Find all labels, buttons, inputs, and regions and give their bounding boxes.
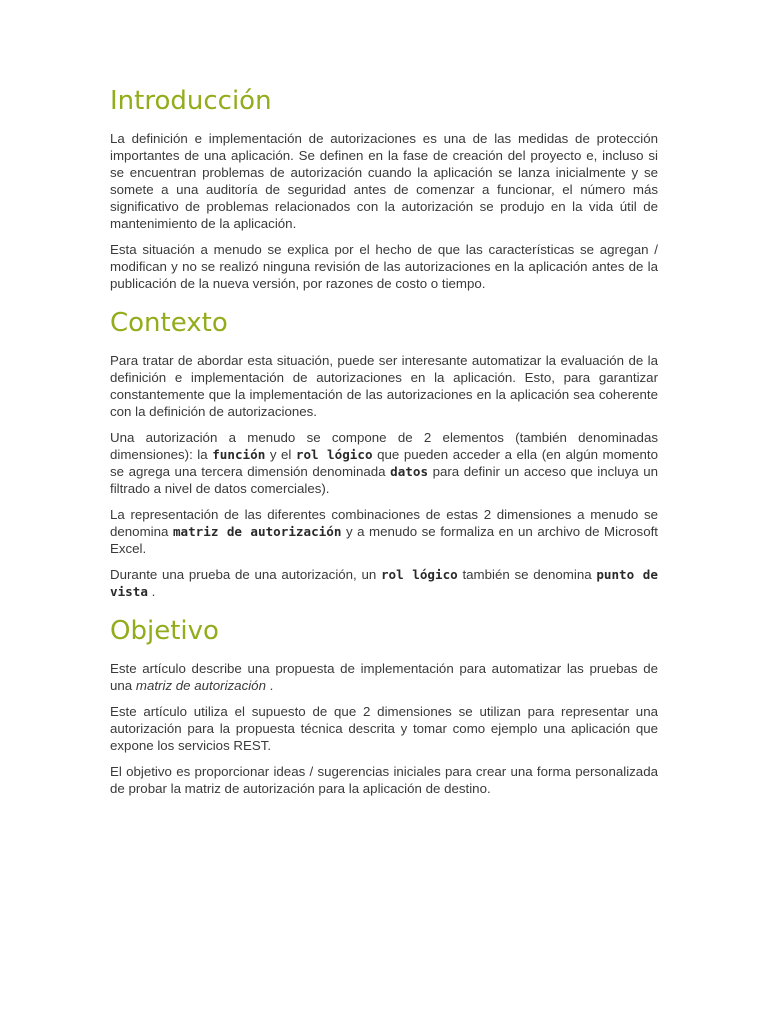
text-run: para definir un acceso que incluya un filtrado a nivel de datos comerciales). — [110, 464, 658, 496]
objective-paragraph-1 — [110, 660, 658, 694]
text-run: . — [147, 584, 156, 599]
term-rol-logico: rol lógico — [295, 447, 373, 462]
term-rol-logico-2: rol lógico — [380, 567, 458, 582]
intro-paragraph-2: Esta situación a menudo se explica por el hecho de que las características se agregan / modifican y no se realizó ninguna revisión de las autorizaciones en la aplicación antes de la publicación de la nueva versión, por razones de costo o tiempo. — [110, 242, 658, 291]
context-paragraph-3 — [110, 506, 658, 557]
context-heading: Contexto — [110, 308, 228, 338]
document-content — [110, 84, 658, 806]
context-paragraph-4 — [110, 566, 658, 600]
objective-paragraph-3: El objetivo es proporcionar ideas / sugerencias iniciales para crear una forma personalizada de probar la matriz de autorización para la aplicación de destino. — [110, 764, 658, 796]
text-run: La representación de las diferentes combinaciones de estas 2 dimensiones a menudo se denomina — [110, 507, 658, 539]
term-matriz-autorizacion: matriz de autorización — [172, 524, 342, 539]
context-paragraph-2 — [110, 429, 658, 497]
term-punto-de-vista: punto de vista — [110, 567, 658, 599]
intro-heading: Introducción — [110, 86, 272, 116]
term-matriz-italic: matriz de autorización — [135, 678, 266, 693]
text-run: Una autorización a menudo se compone de 2 elementos (también denominadas dimensiones): la — [110, 430, 658, 462]
term-datos: datos — [390, 464, 429, 479]
context-paragraph-1: Para tratar de abordar esta situación, puede ser interesante automatizar la evaluación de la definición e implementación de autorizaciones en la aplicación. Esto, para garantizar constantemente que la implementación de las autorizaciones en la aplicación sea coherente con la definición de autorizaciones. — [110, 353, 658, 419]
objective-paragraph-2: Este artículo utiliza el supuesto de que 2 dimensiones se utilizan para representar una autorización para la propuesta técnica descrita y tomar como ejemplo una aplicación que expone los servicios REST. — [110, 704, 658, 753]
text-run: . — [265, 678, 274, 693]
text-run: que pueden acceder a ella (en algún momento se agrega una tercera dimensión denominada — [110, 447, 658, 479]
objective-heading: Objetivo — [110, 616, 219, 646]
text-run: Este artículo describe una propuesta de implementación para automatizar las pruebas de una — [110, 661, 658, 693]
text-run: también se denomina — [457, 567, 597, 582]
text-run: Durante una prueba de una autorización, un — [110, 567, 381, 582]
term-funcion: función — [212, 447, 266, 462]
intro-paragraph-1: La definición e implementación de autorizaciones es una de las medidas de protección importantes de una aplicación. Se definen en la fase de creación del proyecto e, incluso si se encuentran problemas de autorización cuando la aplicación se lanza inicialmente y se somete a una auditoría de seguridad antes de comenzar a funcionar, el número más significativo de problemas relacionados con la autorización se produjo en la vida útil de mantenimiento de la aplicación. — [110, 131, 658, 231]
text-run: y el — [265, 447, 296, 462]
text-run: y a menudo se formaliza en un archivo de Microsoft Excel. — [110, 524, 658, 556]
